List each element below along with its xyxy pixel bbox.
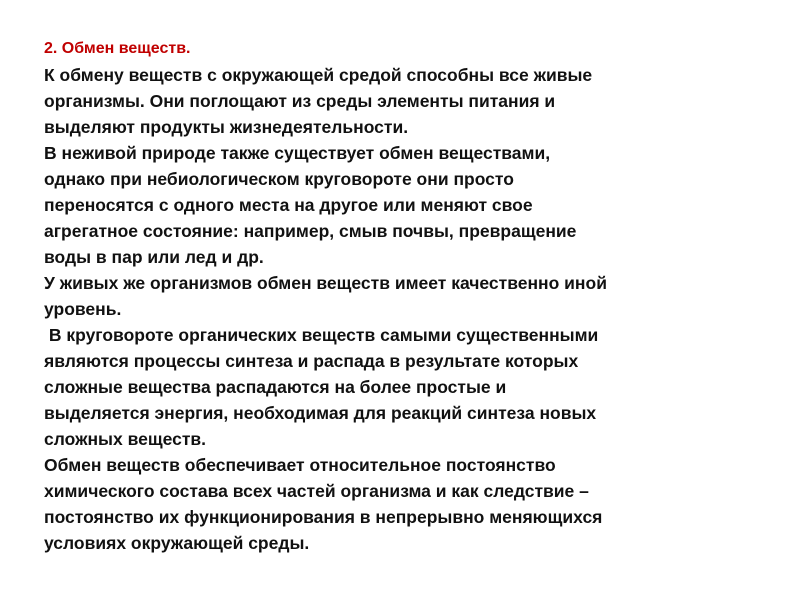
text-line: Обмен веществ обеспечивает относительное постоянство xyxy=(44,455,556,475)
text-line: выделяют продукты жизнедеятельности. xyxy=(44,117,409,137)
text-line: выделяется энергия, необходимая для реакций синтеза новых xyxy=(44,403,597,423)
text-line: переносятся с одного места на другое или меняют свое xyxy=(44,195,533,215)
text-line: условиях окружающей среды. xyxy=(44,533,310,553)
text-line: К обмену веществ с окружающей средой способны все живые xyxy=(44,65,593,85)
text-line: сложных веществ. xyxy=(44,429,207,449)
text-line: В неживой природе также существует обмен веществами, xyxy=(44,143,551,163)
text-line: организмы. Они поглощают из среды элементы питания и xyxy=(44,91,556,111)
text-line: однако при небиологическом круговороте они просто xyxy=(44,169,514,189)
text-line: У живых же организмов обмен веществ имеет качественно иной xyxy=(44,273,607,293)
text-line: являются процессы синтеза и распада в результате которых xyxy=(44,351,579,371)
slide-content xyxy=(44,36,774,556)
text-line: воды в пар или лед и др. xyxy=(44,247,264,267)
text-line: уровень. xyxy=(44,299,122,319)
text-line: В круговороте органических веществ самыми существенными xyxy=(44,325,599,345)
text-line: сложные вещества распадаются на более простые и xyxy=(44,377,507,397)
slide-heading: 2. Обмен веществ. xyxy=(44,40,191,57)
text-line: агрегатное состояние: например, смыв почвы, превращение xyxy=(44,221,577,241)
text-line: химического состава всех частей организма и как следствие – xyxy=(44,481,589,501)
text-line: постоянство их функционирования в непрерывно меняющихся xyxy=(44,507,603,527)
